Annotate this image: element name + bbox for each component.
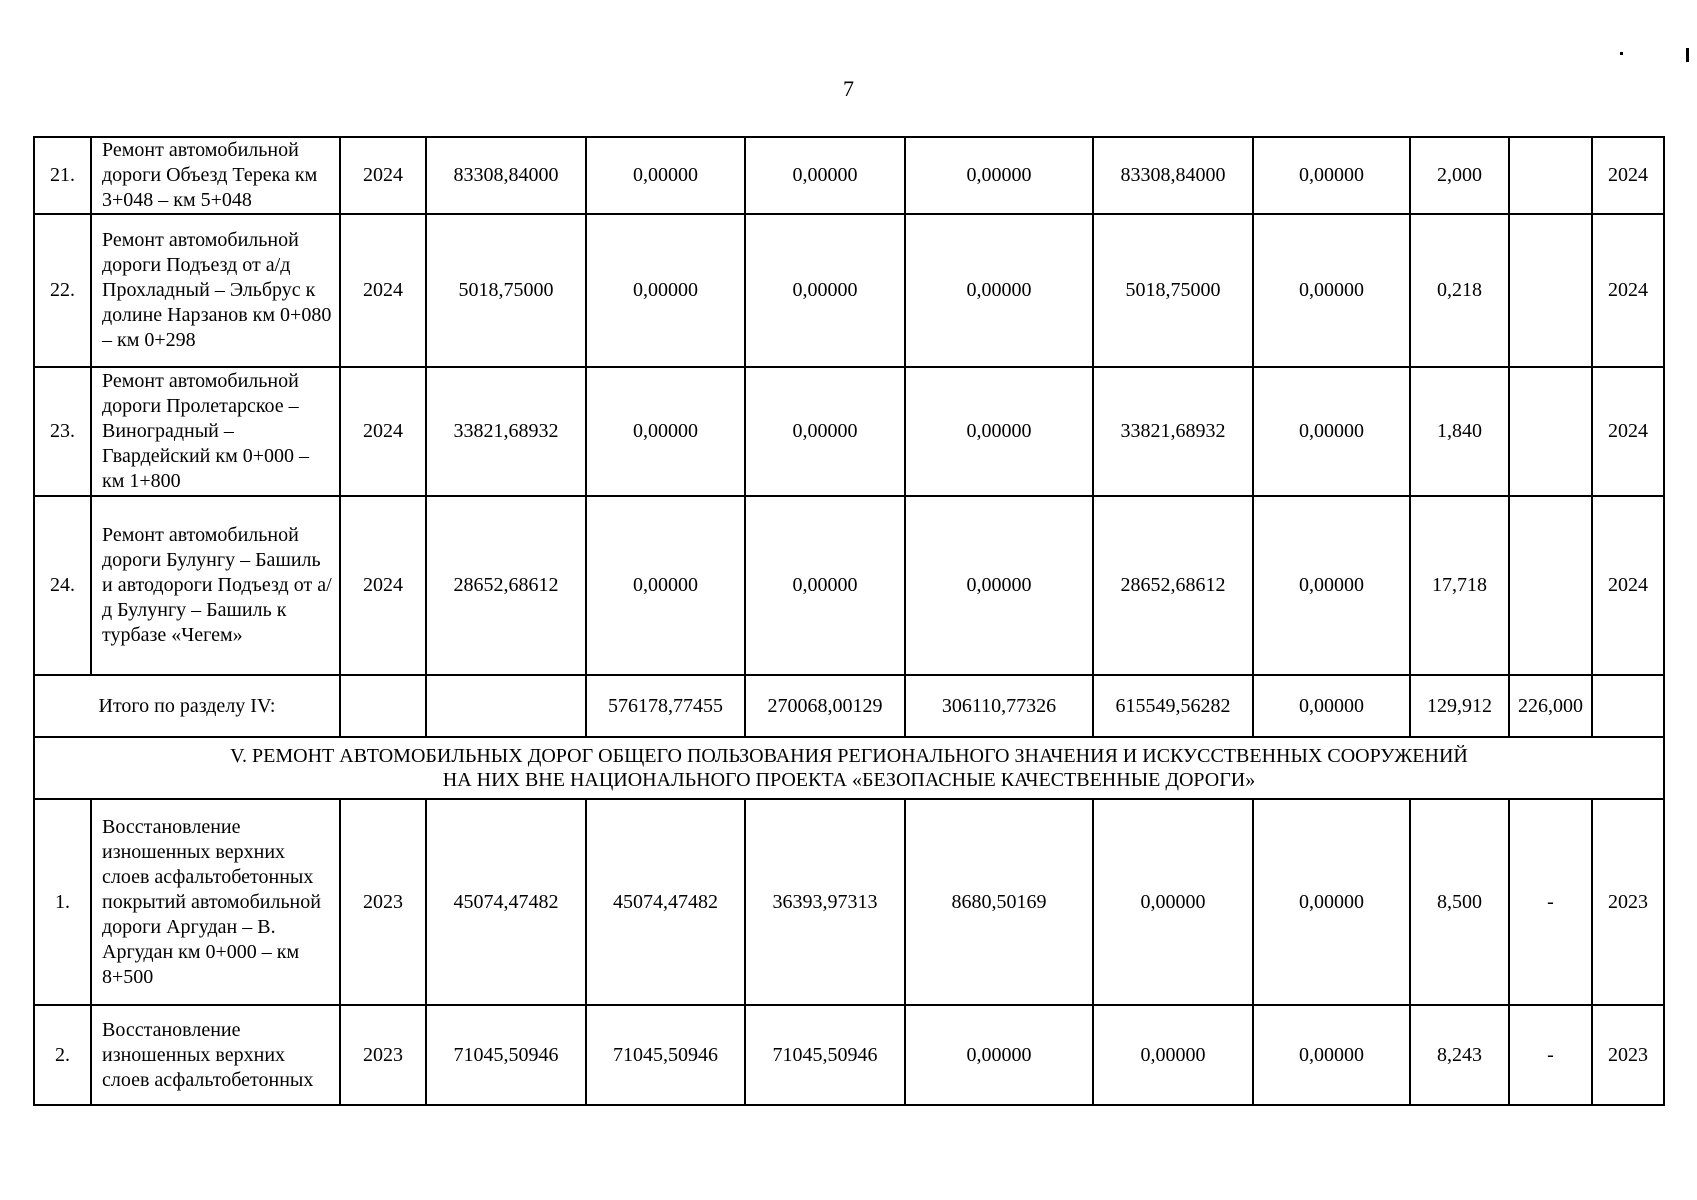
year-start: 2024 — [340, 367, 426, 496]
amount-cell: 0,00000 — [745, 367, 905, 496]
total-row — [34, 675, 1664, 737]
object-name: Ремонт автомобильной дороги Объезд Терека км 3+048 – км 5+048 — [91, 137, 340, 214]
amount-cell: 0,00000 — [586, 496, 745, 675]
amount-cell: 0,00000 — [745, 496, 905, 675]
page-number: 7 — [843, 76, 854, 101]
amount-cell: 0,00000 — [905, 496, 1093, 675]
table-row — [34, 214, 1664, 367]
amount-cell: 0,00000 — [586, 137, 745, 214]
section-title-line2: НА НИХ ВНЕ НАЦИОНАЛЬНОГО ПРОЕКТА «БЕЗОПАСНЫЕ КАЧЕСТВЕННЫЕ ДОРОГИ» — [442, 769, 1256, 791]
scan-speck — [1620, 52, 1623, 55]
length-km: 17,718 — [1410, 496, 1509, 675]
length-km-2 — [1509, 367, 1592, 496]
amount-cell: 0,00000 — [1253, 367, 1410, 496]
total-label: Итого по разделу IV: — [34, 675, 340, 737]
total-cell: 226,000 — [1509, 675, 1592, 737]
amount-cell: 0,00000 — [905, 137, 1093, 214]
total-cell: 615549,56282 — [1093, 675, 1253, 737]
object-name: Восстановление изношенных верхних слоев асфальтобетонных — [91, 1005, 340, 1105]
amount-cell: 5018,75000 — [1093, 214, 1253, 367]
roads-table — [33, 136, 1665, 1106]
amount-cell: 0,00000 — [905, 1005, 1093, 1105]
year-start: 2024 — [340, 496, 426, 675]
year-end: 2024 — [1592, 137, 1664, 214]
amount-cell: 83308,84000 — [1093, 137, 1253, 214]
amount-cell: 36393,97313 — [745, 799, 905, 1005]
table-row — [34, 496, 1664, 675]
amount-cell: 33821,68932 — [1093, 367, 1253, 496]
total-cost: 71045,50946 — [426, 1005, 586, 1105]
total-cell: 0,00000 — [1253, 675, 1410, 737]
year-end: 2023 — [1592, 1005, 1664, 1105]
amount-cell: 0,00000 — [905, 367, 1093, 496]
table-row — [34, 799, 1664, 1005]
object-name: Ремонт автомобильной дороги Подъезд от а/д Прохладный – Эльбрус к долине Нарзанов км 0+080 – км 0+298 — [91, 214, 340, 367]
table-row — [34, 137, 1664, 214]
length-km: 0,218 — [1410, 214, 1509, 367]
amount-cell: 0,00000 — [1093, 799, 1253, 1005]
amount-cell: 0,00000 — [586, 214, 745, 367]
section-header-row — [34, 737, 1664, 799]
amount-cell: 0,00000 — [745, 214, 905, 367]
length-km-2 — [1509, 137, 1592, 214]
year-end: 2024 — [1592, 367, 1664, 496]
amount-cell: 0,00000 — [1253, 1005, 1410, 1105]
total-cell: 306110,77326 — [905, 675, 1093, 737]
amount-cell: 71045,50946 — [745, 1005, 905, 1105]
total-cost: 5018,75000 — [426, 214, 586, 367]
length-km-2: - — [1509, 799, 1592, 1005]
total-cell: 129,912 — [1410, 675, 1509, 737]
amount-cell: 0,00000 — [905, 214, 1093, 367]
year-start: 2024 — [340, 137, 426, 214]
amount-cell: 45074,47482 — [586, 799, 745, 1005]
amount-cell: 28652,68612 — [1093, 496, 1253, 675]
amount-cell: 0,00000 — [586, 367, 745, 496]
year-start: 2024 — [340, 214, 426, 367]
amount-cell: 0,00000 — [745, 137, 905, 214]
amount-cell: 0,00000 — [1093, 1005, 1253, 1105]
year-start: 2023 — [340, 799, 426, 1005]
total-cell — [426, 675, 586, 737]
length-km-2 — [1509, 214, 1592, 367]
scan-speck — [1686, 48, 1689, 62]
total-cost: 28652,68612 — [426, 496, 586, 675]
year-end: 2024 — [1592, 496, 1664, 675]
row-number: 2. — [34, 1005, 91, 1105]
row-number: 24. — [34, 496, 91, 675]
length-km: 8,500 — [1410, 799, 1509, 1005]
total-cell: 270068,00129 — [745, 675, 905, 737]
row-number: 1. — [34, 799, 91, 1005]
row-number: 23. — [34, 367, 91, 496]
length-km: 8,243 — [1410, 1005, 1509, 1105]
total-cell — [1592, 675, 1664, 737]
object-name: Ремонт автомобильной дороги Пролетарское – Виноградный – Гвардейский км 0+000 – км 1+800 — [91, 367, 340, 496]
row-number: 22. — [34, 214, 91, 367]
amount-cell: 0,00000 — [1253, 214, 1410, 367]
length-km-2 — [1509, 496, 1592, 675]
table-row — [34, 1005, 1664, 1105]
amount-cell: 0,00000 — [1253, 496, 1410, 675]
object-name: Ремонт автомобильной дороги Булунгу – Башиль и автодороги Подъезд от а/д Булунгу – Башиль к турбазе «Чегем» — [91, 496, 340, 675]
total-cell: 576178,77455 — [586, 675, 745, 737]
amount-cell: 71045,50946 — [586, 1005, 745, 1105]
table-row — [34, 367, 1664, 496]
section-title-line1: V. РЕМОНТ АВТОМОБИЛЬНЫХ ДОРОГ ОБЩЕГО ПОЛЬЗОВАНИЯ РЕГИОНАЛЬНОГО ЗНАЧЕНИЯ И ИСКУССТВЕННЫХ СООРУЖЕНИЙ — [230, 745, 1468, 767]
total-cost: 45074,47482 — [426, 799, 586, 1005]
amount-cell: 0,00000 — [1253, 799, 1410, 1005]
length-km-2: - — [1509, 1005, 1592, 1105]
year-end: 2023 — [1592, 799, 1664, 1005]
amount-cell: 8680,50169 — [905, 799, 1093, 1005]
year-start: 2023 — [340, 1005, 426, 1105]
object-name: Восстановление изношенных верхних слоев асфальтобетонных покрытий автомобильной дороги Аргудан – В. Аргудан км 0+000 – км 8+500 — [91, 799, 340, 1005]
amount-cell: 0,00000 — [1253, 137, 1410, 214]
section-title — [34, 737, 1664, 799]
length-km: 1,840 — [1410, 367, 1509, 496]
year-end: 2024 — [1592, 214, 1664, 367]
total-cost: 33821,68932 — [426, 367, 586, 496]
total-cost: 83308,84000 — [426, 137, 586, 214]
row-number: 21. — [34, 137, 91, 214]
length-km: 2,000 — [1410, 137, 1509, 214]
total-cell — [340, 675, 426, 737]
